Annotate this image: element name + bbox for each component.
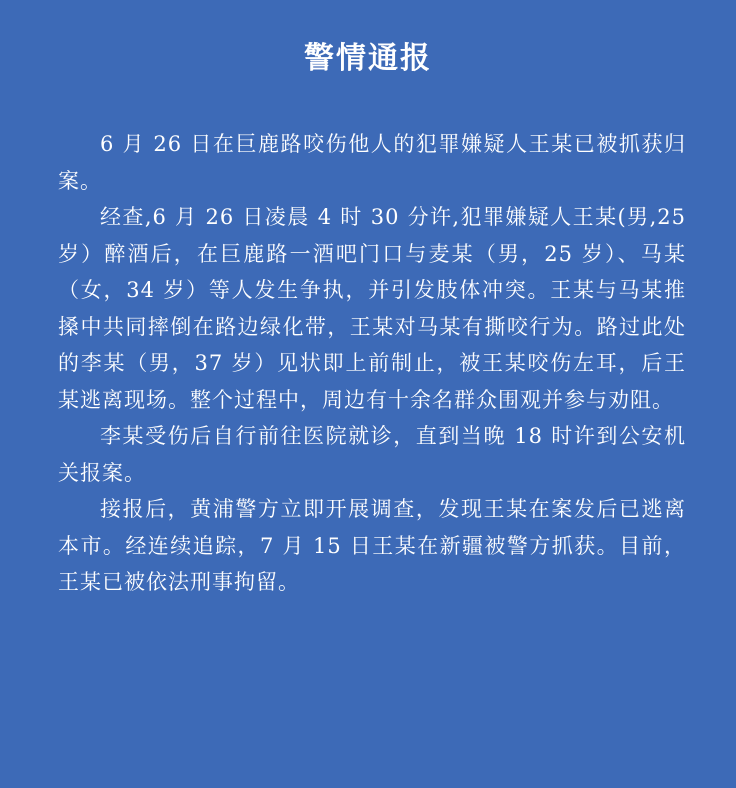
notice-body (58, 126, 686, 601)
notice-paragraph-3: 李某受伤后自行前往医院就诊，直到当晚 18 时许到公安机关报案。 (58, 424, 686, 485)
notice-paragraph-4: 接报后，黄浦警方立即开展调查，发现王某在案发后已逃离本市。经连续追踪，7 月 15 日王某在新疆被警方抓获。目前，王某已被依法刑事拘留。 (58, 497, 686, 594)
notice-title: 警情通报 (304, 41, 432, 76)
notice-paragraph-2: 经查,6 月 26 日凌晨 4 时 30 分许,犯罪嫌疑人王某(男,25 岁）醉酒后，在巨鹿路一酒吧门口与麦某（男，25 岁）、马某（女，34 岁）等人发生争执，并引发肢体冲突。王某与马某推搡中共同摔倒在路边绿化带，王某对马某有撕咬行为。路过此处的李某（男，37 岁）见状即上前制止，被王某咬伤左耳，后王某逃离现场。整个过程中，周边有十余名群众围观并参与劝阻。 (58, 205, 686, 412)
notice-paragraph-1: 6 月 26 日在巨鹿路咬伤他人的犯罪嫌疑人王某已被抓获归案。 (58, 132, 686, 193)
